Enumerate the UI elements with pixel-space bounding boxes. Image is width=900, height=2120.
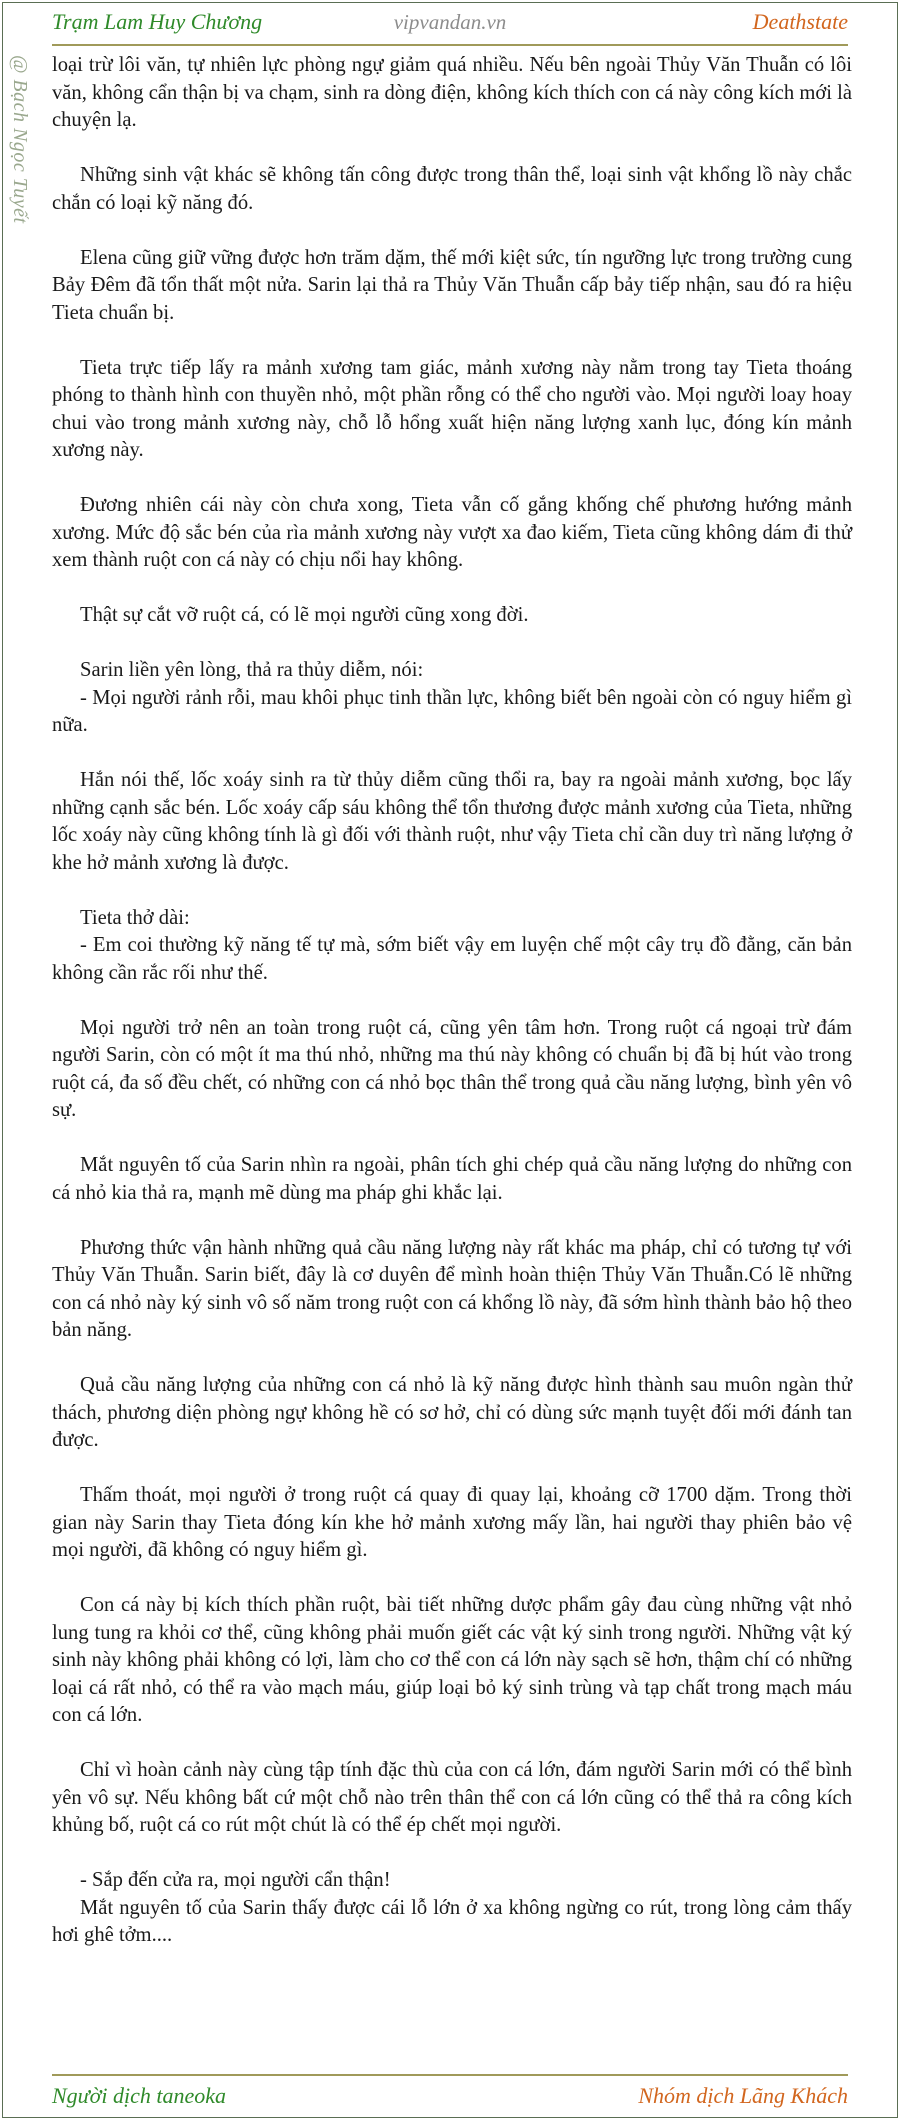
- footer-group: Nhóm dịch Lãng Khách: [638, 2083, 848, 2108]
- dialogue-line: - Sắp đến cửa ra, mọi người cẩn thận!: [80, 1869, 391, 1891]
- chapter-content: [52, 52, 852, 1950]
- paragraph: Mắt nguyên tố của Sarin thấy được cái lỗ lớn ở xa không ngừng co rút, trong lòng cảm thấy hơi ghê tởm....: [52, 1896, 852, 1946]
- dialogue-line: - Em coi thường kỹ năng tế tự mà, sớm biết vậy em luyện chế một cây trụ đồ đằng, căn bản không cần rắc rối như thế.: [52, 934, 852, 984]
- paragraph: Thấm thoát, mọi người ở trong ruột cá quay đi quay lại, khoảng cỡ 1700 dặm. Trong thời gian này Sarin thay Tieta đóng kín khe hở mảnh xương mấy lần, hai người thay phiên bảo vệ mọi người, đã không có nguy hiểm gì.: [52, 1484, 852, 1561]
- header-book-title: Deathstate: [752, 9, 848, 34]
- paragraph: Phương thức vận hành những quả cầu năng lượng này rất khác ma pháp, chỉ có tương tự với Thủy Văn Thuẫn. Sarin biết, đây là cơ duyên để mình hoàn thiện Thủy Văn Thuẫn.Có lẽ những con cá nhỏ này ký sinh vô số năm trong ruột con cá khổng lồ này, đã sớm hình thành bảo hộ theo bản năng.: [52, 1236, 852, 1341]
- paragraph: Thật sự cắt vỡ ruột cá, có lẽ mọi người cũng xong đời.: [80, 604, 529, 626]
- paragraph: Đương nhiên cái này còn chưa xong, Tieta vẫn cố gắng khống chế phương hướng mảnh xương. Mức độ sắc bén của rìa mảnh xương này vượt xa đao kiếm, Tieta cũng không dám đi thử xem thành ruột con cá này có chịu nổi hay không.: [52, 494, 852, 571]
- paragraph: Chỉ vì hoàn cảnh này cùng tập tính đặc thù của con cá lớn, đám người Sarin mới có thể bình yên vô sự. Nếu không bất cứ một chỗ nào trên thân thể con cá lớn cũng có thể thả ra công kích khủng bố, ruột cá co rút một chút là có thể ép chết mọi người.: [52, 1759, 852, 1836]
- paragraph: Elena cũng giữ vững được hơn trăm dặm, thế mới kiệt sức, tín ngưỡng lực trong trường cung Bảy Đêm đã tổn thất một nửa. Sarin lại thả ra Thủy Văn Thuẫn cấp bảy tiếp nhận, sau đó ra hiệu Tieta chuẩn bị.: [52, 246, 852, 324]
- page-footer: [52, 2076, 848, 2116]
- footer-translator: Người dịch taneoka: [52, 2083, 227, 2108]
- paragraph: Những sinh vật khác sẽ không tấn công được trong thân thể, loại sinh vật khổng lồ này chắc chắn có loại kỹ năng đó.: [52, 164, 852, 214]
- paragraph: Con cá này bị kích thích phần ruột, bài tiết những dược phẩm gây đau cùng những vật nhỏ lung tung ra khỏi cơ thể, cũng không phải muốn giết các vật ký sinh trong người. Những vật ký sinh này không phải không có lợi, làm cho cơ thể con cá lớn này sạch sẽ hơn, thậm chí có những loại cá rất nhỏ, có thể ra vào mạch máu, giúp loại bỏ ký sinh trùng và tạp chất trong mạch máu con cá lớn.: [52, 1594, 852, 1726]
- paragraph: Tieta trực tiếp lấy ra mảnh xương tam giác, mảnh xương này nằm trong tay Tieta thoáng phóng to thành hình con thuyền nhỏ, một phần rỗng có thể cho người vào. Mọi người loay hoay chui vào trong mảnh xương này, chỗ lỗ hổng xuất hiện năng lượng xanh lục, đóng kín mảnh xương này.: [52, 356, 852, 461]
- page-header: [52, 0, 848, 44]
- paragraph: Mắt nguyên tố của Sarin nhìn ra ngoài, phân tích ghi chép quả cầu năng lượng do những con cá nhỏ kia thả ra, mạnh mẽ dùng ma pháp ghi khắc lại.: [52, 1154, 852, 1204]
- header-divider: [52, 44, 848, 46]
- paragraph: loại trừ lôi văn, tự nhiên lực phòng ngự giảm quá nhiều. Nếu bên ngoài Thủy Văn Thuẫn có lôi văn, không cẩn thận bị va chạm, sinh ra dòng điện, không kích thích con cá này công kích mới là chuyện lạ.: [52, 54, 852, 131]
- header-site-name: Trạm Lam Huy Chương: [52, 9, 263, 34]
- paragraph: Sarin liền yên lòng, thả ra thủy diễm, nói:: [80, 659, 424, 681]
- dialogue-line: - Mọi người rảnh rỗi, mau khôi phục tinh thần lực, không biết bên ngoài còn có nguy hiểm gì nữa.: [52, 686, 852, 736]
- paragraph: Mọi người trở nên an toàn trong ruột cá, cũng yên tâm hơn. Trong ruột cá ngoại trừ đám người Sarin, còn có một ít ma thú nhỏ, những ma thú này không có chuẩn bị đã bị hút vào trong ruột cá, đa số đều chết, có những con cá nhỏ bọc thân thể trong quả cầu năng lượng, bình yên vô sự.: [52, 1016, 852, 1121]
- paragraph: Hắn nói thế, lốc xoáy sinh ra từ thủy diễm cũng thổi ra, bay ra ngoài mảnh xương, bọc lấy những cạnh sắc bén. Lốc xoáy cấp sáu không thể tổn thương được mảnh xương của Tieta, những lốc xoáy này cũng không tính là gì đối với thành ruột, như vậy Tieta chỉ cần duy trì năng lượng ở khe hở mảnh xương là được.: [52, 769, 852, 874]
- side-watermark: @ Bạch Ngọc Tuyết: [9, 55, 31, 224]
- header-website: vipvandan.vn: [393, 10, 507, 34]
- paragraph: Tieta thở dài:: [80, 906, 190, 929]
- paragraph: Quả cầu năng lượng của những con cá nhỏ là kỹ năng được hình thành sau muôn ngàn thử thách, phương diện phòng ngự không hề có sơ hở, chỉ có dùng sức mạnh tuyệt đối mới đánh tan được.: [52, 1374, 852, 1451]
